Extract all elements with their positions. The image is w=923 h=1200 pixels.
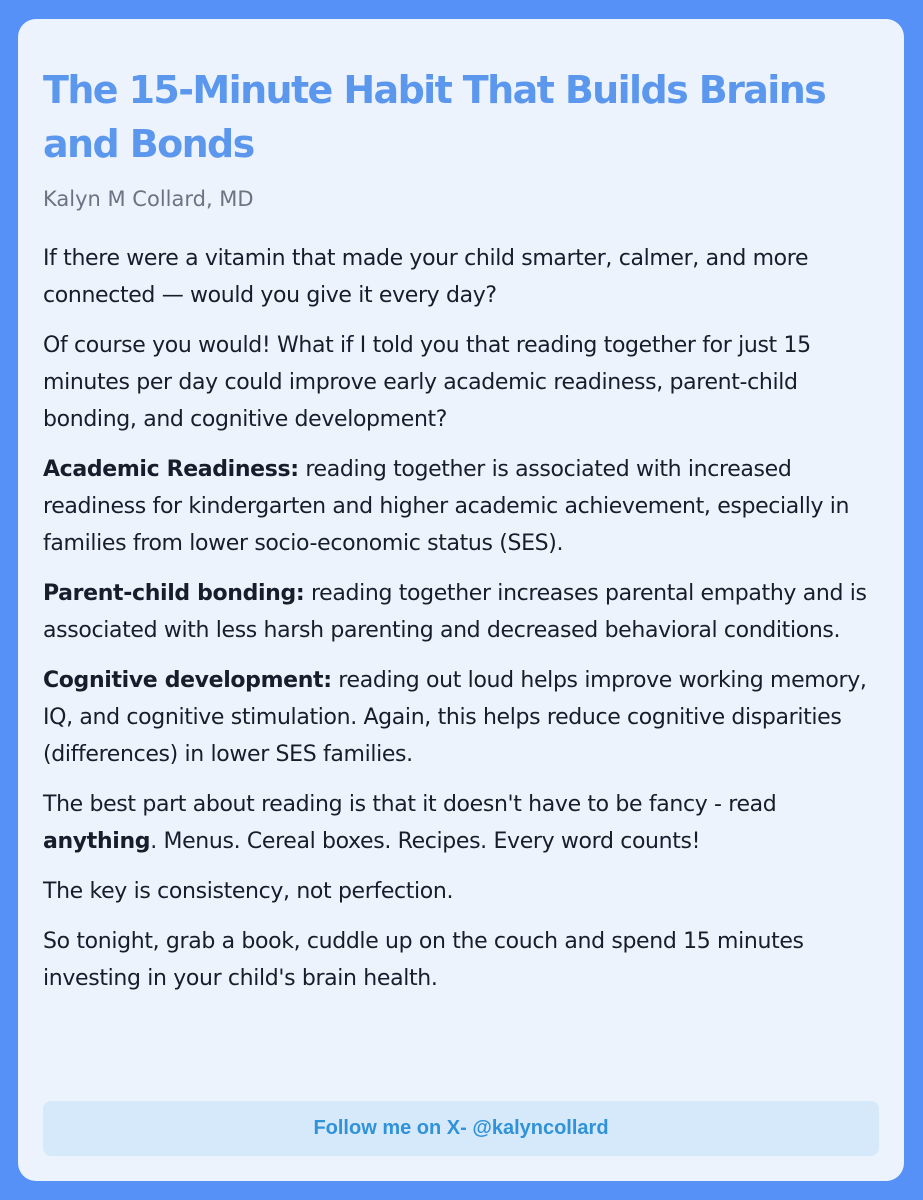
best-part-after: . Menus. Cereal boxes. Recipes. Every word counts! [150,829,701,854]
section-text-parent-child-bonding: reading together increases parental empathy and is associated with less harsh parenting and decreased behavioral conditions. [43,581,867,643]
section-cognitive-development [43,662,888,773]
section-parent-child-bonding [43,575,888,649]
intro-paragraph-1: If there were a vitamin that made your child smarter, calmer, and more connected — would you give it every day? [43,246,809,308]
section-heading-academic-readiness: Academic Readiness: [43,457,299,482]
follow-on-x-link[interactable]: Follow me on X- @kalyncollard [43,1101,879,1156]
key-paragraph: The key is consistency, not perfection. [43,879,454,904]
article-author: Kalyn M Collard, MD [43,187,254,211]
best-part-paragraph [43,786,888,860]
section-text-academic-readiness: reading together is associated with increased readiness for kindergarten and higher academic achievement, especially in families from lower socio-economic status (SES). [43,457,850,556]
intro-paragraph-2: Of course you would! What if I told you that reading together for just 15 minutes per day could improve early academic readiness, parent-child bonding, and cognitive development? [43,333,811,432]
best-part-bold: anything [43,829,151,854]
best-part-before: The best part about reading is that it doesn't have to be fancy - read [43,792,777,817]
section-heading-parent-child-bonding: Parent-child bonding: [43,581,305,606]
article-body [43,240,888,1010]
section-text-cognitive-development: reading out loud helps improve working memory, IQ, and cognitive stimulation. Again, this helps reduce cognitive disparities (differences) in lower SES families. [43,668,867,767]
article-title: The 15-Minute Habit That Builds Brains and Bonds [43,68,826,166]
section-heading-cognitive-development: Cognitive development: [43,668,332,693]
closing-paragraph: So tonight, grab a book, cuddle up on the couch and spend 15 minutes investing in your child's brain health. [43,929,804,991]
section-academic-readiness [43,451,888,562]
article-card [18,19,904,1181]
